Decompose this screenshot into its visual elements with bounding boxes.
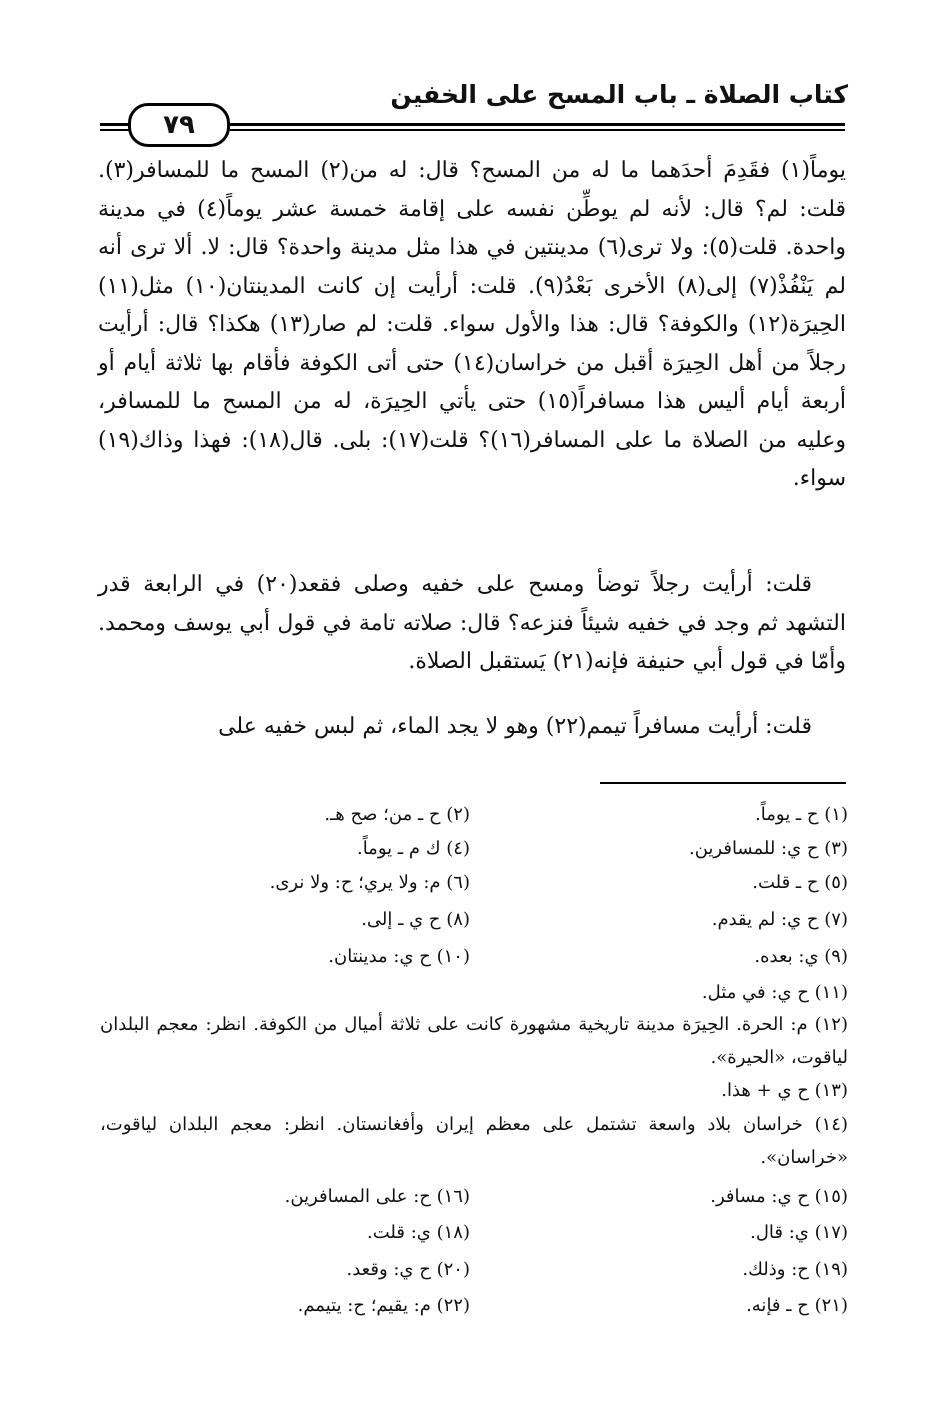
- footnote-9: (٩) ي: بعده.: [754, 946, 848, 967]
- footnote-row: [102, 866, 848, 900]
- main-paragraph-3: [98, 708, 846, 747]
- running-header-title: كتاب الصلاة ـ باب المسح على الخفين: [390, 80, 848, 109]
- page-number-badge: ٧٩: [128, 103, 230, 147]
- paragraph-text: يوماً(١) فقَدِمَ أحدَهما ما له من المسح؟ قال: له من(٢) المسح ما للمسافر(٣). قلت: لم؟ قال: لأنه لم يوطِّن نفسه على إقامة خمسة عشر يوماً(٤) في مدينة واحدة. قلت(٥): ولا ترى(٦) مدينتين في هذا مثل مدينة واحدة؟ قال: لا. ألا ترى أنه لم يَنْفُذْ(٧) إلى(٨) الأخرى بَعْدُ(٩). قلت: أرأيت إن كانت المدينتان(١٠) مثل(١١) الحِيرَة(١٢) والكوفة؟ قال: هذا والأول سواء. قلت: لم صار(١٣) هكذا؟ قال: أرأيت رجلاً من أهل الحِيرَة أقبل من خراسان(١٤) حتى أتى الكوفة فأقام بها ثلاثة أيام أو أربعة أيام أليس هذا مسافراً(١٥) حتى يأتي الحِيرَة، له من المسح ما للمسافر، وعليه من الصلاة ما على المسافر(١٦)؟ قلت(١٧): بلى. قال(١٨): فهذا وذاك(١٩) سواء.: [98, 158, 847, 491]
- footnote-10: (١٠) ح ي: مدينتان.: [328, 946, 470, 967]
- footnote-row: [102, 798, 848, 832]
- footnote-7: (٧) ح ي: لم يقدم.: [711, 909, 848, 930]
- paragraph-text: قلت: أرأيت مسافراً تيمم(٢٢) وهو لا يجد الماء، ثم لبس خفيه على: [218, 714, 812, 739]
- footnote-18: (١٨) ي: قلت.: [367, 1222, 470, 1243]
- footnote-row: [102, 1289, 848, 1323]
- footnote-14: (١٤) خراسان بلاد واسعة تشتمل على معظم إيران وأفغانستان. انظر: معجم البلدان لياقوت، «خراسان».: [100, 1114, 848, 1168]
- footnote-20: (٢٠) ح ي: وقعد.: [346, 1259, 470, 1280]
- footnote-8: (٨) ح ي ـ إلى.: [361, 909, 470, 930]
- footnote-row: [102, 832, 848, 866]
- footnote-19: (١٩) ح: وذلك.: [742, 1259, 848, 1280]
- footnote-6: (٦) م: ولا يري؛ ح: ولا نرى.: [269, 872, 470, 893]
- footnote-separator: [600, 782, 846, 784]
- footnote-row: [102, 1253, 848, 1287]
- footnote-16: (١٦) ح: على المسافرين.: [284, 1186, 470, 1207]
- footnote-4: (٤) ك م ـ يوماً.: [356, 838, 470, 859]
- main-paragraph-1: [98, 152, 846, 499]
- footnote-row: [102, 903, 848, 937]
- footnote-11: (١١) ح ي: في مثل.: [701, 982, 848, 1003]
- footnote-21: (٢١) ح ـ فإنه.: [746, 1295, 848, 1316]
- footnote-12: (١٢) م: الحرة. الحِيرَة مدينة تاريخية مشهورة كانت على ثلاثة أميال من الكوفة. انظر: معجم البلدان لياقوت، «الحيرة».: [100, 1014, 848, 1068]
- footnote-15: (١٥) ح ي: مسافر.: [710, 1186, 848, 1207]
- footnote-2: (٢) ح ـ من؛ صح هـ.: [324, 804, 470, 825]
- footnote-13: (١٣) ح ي + هذا.: [721, 1080, 848, 1101]
- footnote-17: (١٧) ي: قال.: [750, 1222, 848, 1243]
- footnote-5: (٥) ح ـ قلت.: [752, 872, 848, 893]
- paragraph-text: قلت: أرأيت رجلاً توضأ ومسح على خفيه وصلى فقعد(٢٠) في الرابعة قدر التشهد ثم وجد في خفيه شيئاً فنزعه؟ قال: صلاته تامة في قول أبي يوسف ومحمد. وأمّا في قول أبي حنيفة فإنه(٢١) يَستقبل الصلاة.: [98, 572, 846, 674]
- footnote-1: (١) ح ـ يوماً.: [755, 804, 848, 825]
- main-paragraph-2: [98, 566, 846, 682]
- footnote-row: [102, 1180, 848, 1214]
- footnote-3: (٣) ح ي: للمسافرين.: [688, 838, 848, 859]
- footnote-row: [102, 1216, 848, 1250]
- footnote-row: [102, 940, 848, 974]
- footnote-22: (٢٢) م: يقيم؛ ح: يتيمم.: [297, 1295, 470, 1316]
